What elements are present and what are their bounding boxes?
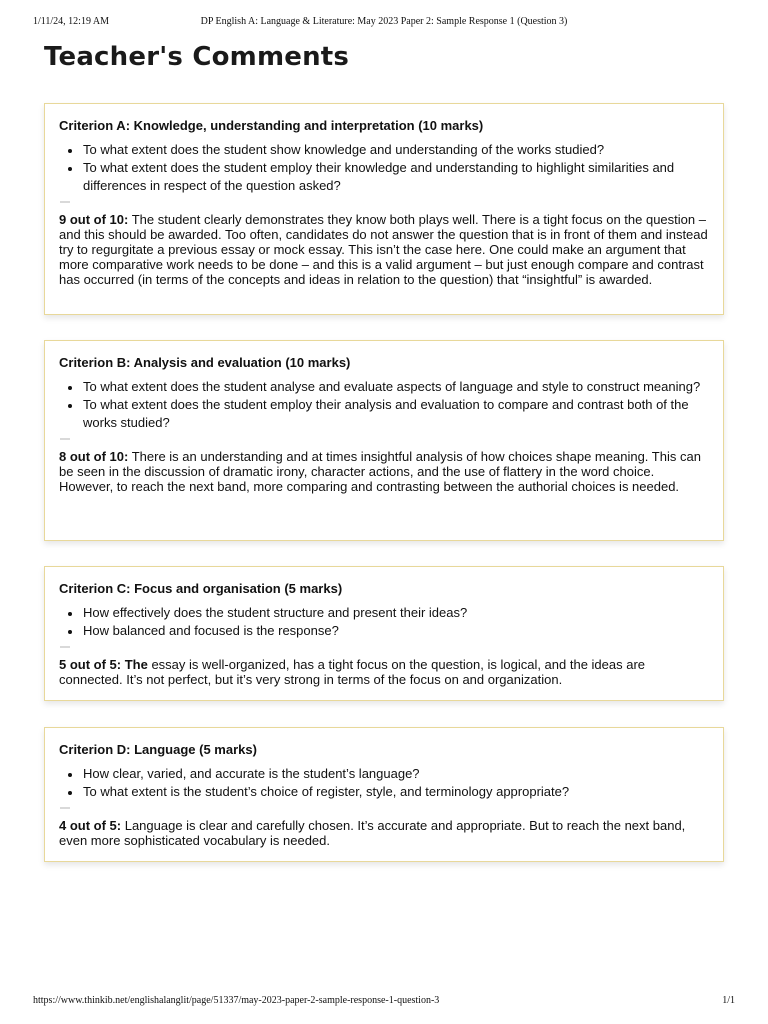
criterion-b-card xyxy=(44,340,724,541)
criterion-comment xyxy=(59,212,709,287)
criterion-comment-text: The student clearly demonstrates they know both plays well. There is a tight focus on the question – and this should be awarded. Too often, candidates do not answer the question that is in front of them and instead try to regurgitate a previous essay or mock essay. This isn’t the case here. One could make an argument that more comparative work needs to be done – and this is a valid argument – but just enough compare and contrast has occurred (in terms of the concepts and ideas in relation to the question) that “insightful” is awarded. xyxy=(59,212,708,287)
criterion-a-card xyxy=(44,103,724,315)
criterion-question-list xyxy=(59,604,709,640)
criterion-question-list xyxy=(59,765,709,801)
criterion-comment xyxy=(59,818,709,848)
print-document-title: DP English A: Language & Literature: May 2023 Paper 2: Sample Response 1 (Question 3) xyxy=(200,16,568,27)
criterion-heading: Criterion D: Language (5 marks) xyxy=(59,742,257,757)
criterion-heading: Criterion A: Knowledge, understanding and interpretation (10 marks) xyxy=(59,118,484,133)
criterion-question: How effectively does the student structure and present their ideas? xyxy=(59,604,709,622)
criterion-score: 4 out of 5: xyxy=(59,818,122,833)
criterion-question: To what extent does the student analyse and evaluate aspects of language and style to construct meaning? xyxy=(59,378,709,396)
criterion-comment-text: Language is clear and carefully chosen. It’s accurate and appropriate. But to reach the next band, even more sophisticated vocabulary is needed. xyxy=(59,818,686,848)
criterion-comment xyxy=(59,449,709,494)
criterion-question: To what extent does the student employ their knowledge and understanding to highlight similarities and differences in respect of the question asked? xyxy=(59,159,709,195)
criterion-heading: Criterion B: Analysis and evaluation (10 marks) xyxy=(59,355,351,370)
criterion-score: 9 out of 10: xyxy=(59,212,129,227)
print-header xyxy=(33,16,735,30)
criterion-question-list xyxy=(59,378,709,432)
criterion-score: 5 out of 5: The xyxy=(59,657,148,672)
criterion-question: To what extent is the student’s choice of register, style, and terminology appropriate? xyxy=(59,783,709,801)
divider xyxy=(60,646,70,648)
divider xyxy=(60,807,70,809)
print-footer xyxy=(33,995,735,1009)
criterion-score: 8 out of 10: xyxy=(59,449,129,464)
criterion-heading: Criterion C: Focus and organisation (5 marks) xyxy=(59,581,343,596)
criterion-d-card xyxy=(44,727,724,862)
criterion-comment-text: There is an understanding and at times insightful analysis of how choices shape meaning. This can be seen in the discussion of dramatic irony, character actions, and the use of flattery in the word choice. However, to reach the next band, more comparing and contrasting between the authorial choices is needed. xyxy=(59,449,701,494)
criterion-question: How balanced and focused is the response? xyxy=(59,622,709,640)
criterion-question: To what extent does the student employ their analysis and evaluation to compare and contrast both of the works studied? xyxy=(59,396,709,432)
page-title: Teacher's Comments xyxy=(44,42,350,72)
divider xyxy=(60,438,70,440)
criterion-comment xyxy=(59,657,709,687)
page-number: 1/1 xyxy=(722,995,735,1006)
print-url: https://www.thinkib.net/englishalanglit/page/51337/may-2023-paper-2-sample-response-1-question-3 xyxy=(33,995,440,1006)
criterion-comment-text: essay is well-organized, has a tight focus on the question, is logical, and the ideas are connected. It’s not perfect, but it’s very strong in terms of the focus on and organization. xyxy=(59,657,646,687)
criterion-question-list xyxy=(59,141,709,195)
print-datetime: 1/11/24, 12:19 AM xyxy=(33,16,110,27)
divider xyxy=(60,201,70,203)
criterion-question: To what extent does the student show knowledge and understanding of the works studied? xyxy=(59,141,709,159)
criterion-c-card xyxy=(44,566,724,701)
criterion-question: How clear, varied, and accurate is the student’s language? xyxy=(59,765,709,783)
